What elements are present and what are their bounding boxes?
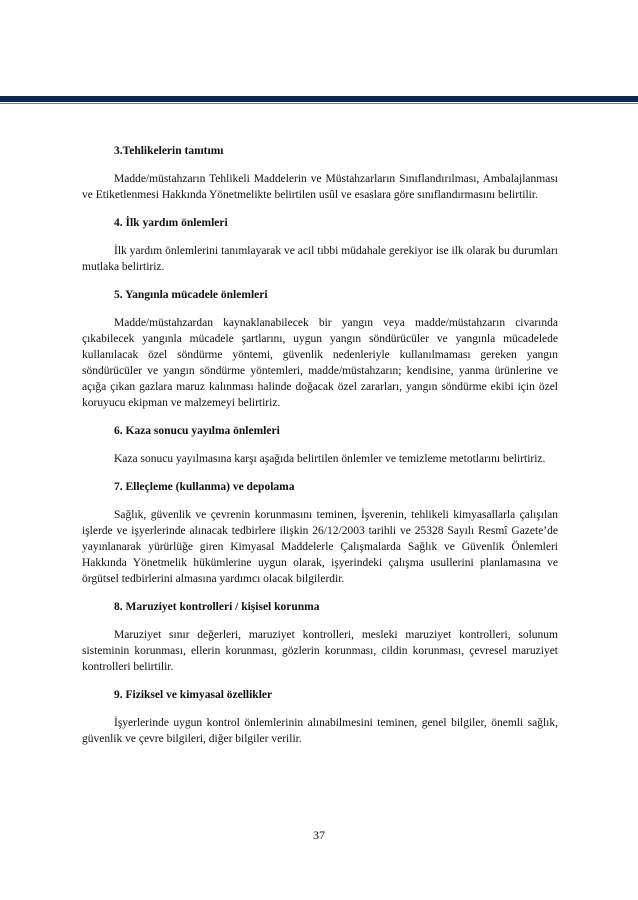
section-paragraph: İşyerlerinde uygun kontrol önlemlerinin alınabilmesini teminen, genel bilgiler, önemli sağlık, güvenlik ve çevre bilgileri, diğer bilgiler verilir. (82, 717, 558, 745)
section-heading: 5. Yangınla mücadele önlemleri (114, 289, 268, 301)
section-heading: 9. Fiziksel ve kimyasal özellikler (114, 689, 273, 701)
section-heading: 3.Tehlikelerin tanıtımı (114, 145, 224, 157)
section-paragraph: Maruziyet sınır değerleri, maruziyet kontrolleri, mesleki maruziyet kontrolleri, solunum sisteminin korunması, ellerin korunması, gözlerin korunması, cildin korunması, çevresel maruziyet kontrolleri belirtilir. (82, 629, 558, 673)
section-paragraph: İlk yardım önlemlerini tanımlayarak ve acil tıbbi müdahale gerekiyor ise ilk olarak bu durumları mutlaka belirtiriz. (82, 245, 558, 273)
section-first-aid (82, 215, 558, 275)
section-paragraph: Madde/müstahzarın Tehlikeli Maddelerin ve Müstahzarların Sınıflandırılması, Ambalajlanması ve Etiketlenmesi Hakkında Yönetmelikte belirtilen usûl ve esaslara göre sınıflandırmasını belirtilir. (82, 173, 558, 201)
section-hazard-identification (82, 143, 558, 203)
section-heading: 6. Kaza sonucu yayılma önlemleri (114, 425, 280, 437)
section-physical-chemical-properties (82, 687, 558, 747)
section-heading: 4. İlk yardım önlemleri (114, 217, 228, 229)
section-handling-storage (82, 479, 558, 587)
header-rule-shadow (0, 103, 638, 104)
section-accidental-release (82, 423, 558, 467)
section-exposure-controls (82, 599, 558, 675)
section-firefighting (82, 287, 558, 411)
page-content (82, 143, 558, 759)
page-number: 37 (313, 828, 325, 842)
section-heading: 8. Maruziyet kontrolleri / kişisel korunma (114, 601, 320, 613)
section-paragraph: Kaza sonucu yayılmasına karşı aşağıda belirtilen önlemler ve temizleme metotlarını belirtiriz. (114, 453, 546, 465)
section-heading: 7. Elleçleme (kullanma) ve depolama (114, 481, 295, 493)
section-paragraph: Sağlık, güvenlik ve çevrenin korunmasını teminen, İşverenin, tehlikeli kimyasallarla çalışılan işlerde ve işyerlerinde alınacak tedbirlere ilişkin 26/12/2003 tarihli ve 25328 Sayılı Resmî Gazete’de yayınlanarak yürürlüğe giren Kimyasal Maddelerle Çalışmalarda Sağlık ve Güvenlik Önlemleri Hakkında Yönetmelik hükümlerine uygun olarak, işyerindeki çalışma usullerini planlamasına ve örgütsel tedbirlerini almasına yardımcı olacak bilgilerdir. (82, 509, 558, 585)
section-paragraph: Madde/müstahzardan kaynaklanabilecek bir yangın veya madde/müstahzarın civarında çıkabilecek yangınla mücadele şartlarını, uygun yangın söndürücüler ve yangınla mücadelede kullanılacak özel söndürme yöntemi, güvenlik nedenleriyle kullanılmaması gereken yangın söndürücüler ve yangın söndürme yöntemleri, madde/müstahzarın; kendisine, yanma ürünlerine ve açığa çıkan gazlara maruz kalınması halinde doğacak özel zararları, yangın söndürme ekibi için özel koruyucu ekipman ve malzemeyi belirtiriz. (82, 317, 558, 409)
header-rule (0, 96, 638, 102)
